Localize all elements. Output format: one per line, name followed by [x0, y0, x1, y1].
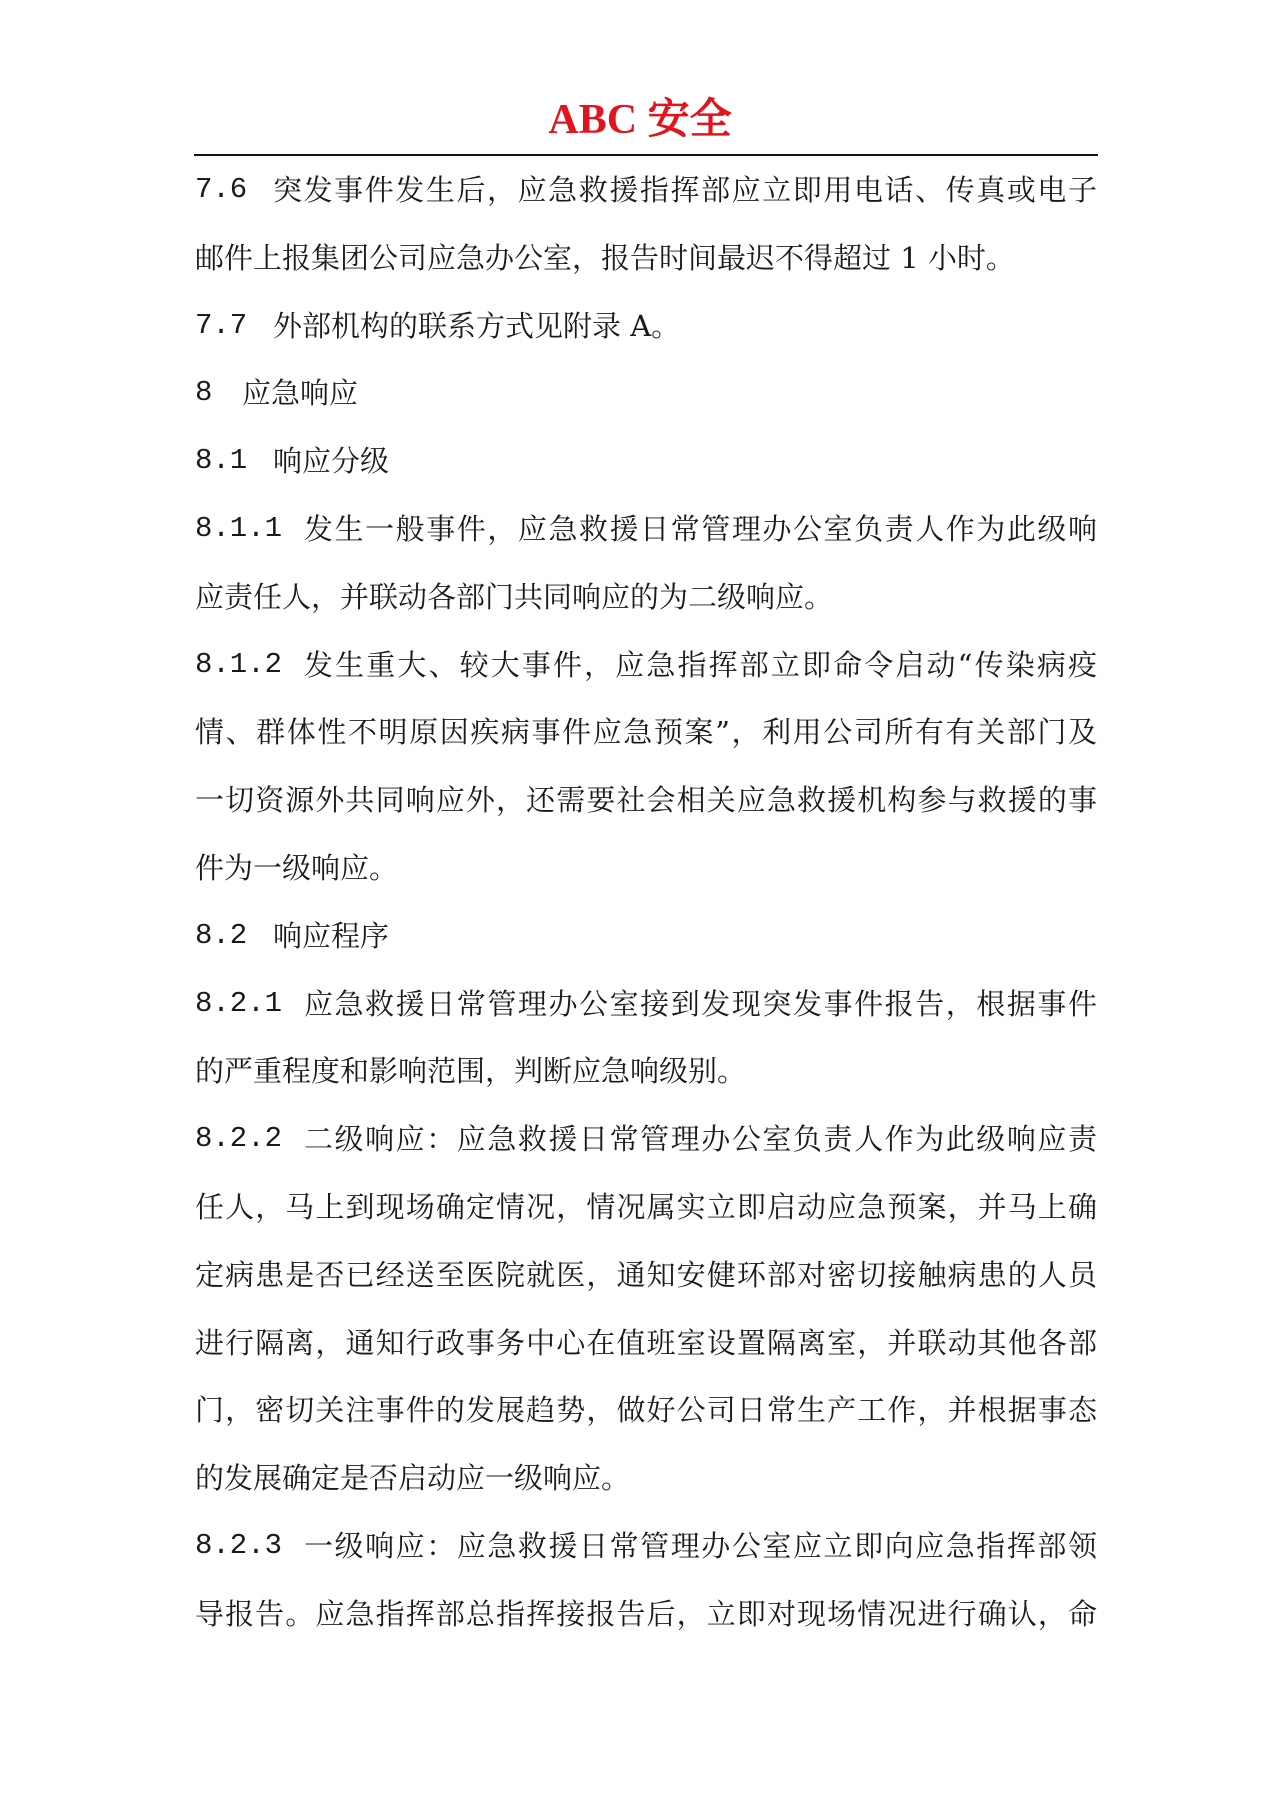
line-text: 任人，马上到现场确定情况，情况属实立即启动应急预案，并马上确: [195, 1190, 1097, 1224]
text-line: [195, 156, 1097, 224]
line-text: 导报告。应急指挥部总指挥接报告后，立即对现场情况进行确认，命: [195, 1596, 1097, 1631]
text-line: [195, 1376, 1097, 1444]
line-text: 应急救援日常管理办公室接到发现突发事件报告，根据事件: [304, 986, 1097, 1021]
section-number: 8.1: [195, 444, 248, 478]
line-text: 发生一般事件，应急救援日常管理办公室负责人作为此级响: [304, 512, 1097, 546]
line-text: 应急响应: [242, 376, 359, 411]
text-line: [195, 902, 1097, 970]
line-text: 定病患是否已经送至医院就医，通知安健环部对密切接触病患的人员: [195, 1257, 1097, 1292]
line-text: 响应分级: [273, 444, 390, 479]
text-line: [195, 1037, 1097, 1105]
text-line: [195, 970, 1097, 1038]
text-line: [195, 766, 1097, 834]
line-text: 的严重程度和影响范围，判断应急响级别。: [195, 1054, 747, 1089]
line-text: 响应程序: [273, 918, 390, 953]
line-text: 邮件上报集团公司应急办公室，报告时间最迟不得超过 1 小时。: [195, 240, 1015, 275]
text-line: [195, 1580, 1097, 1648]
text-line: [195, 1241, 1097, 1309]
line-text: 二级响应：应急救援日常管理办公室负责人作为此级响应责: [304, 1122, 1097, 1157]
section-number: 7.7: [195, 308, 248, 342]
page-header-title: ABC 安全: [548, 97, 732, 143]
text-line: [195, 1444, 1097, 1512]
line-text: 件为一级响应。: [195, 851, 399, 885]
text-line: [195, 1173, 1097, 1241]
section-number: 8.2.3: [195, 1529, 283, 1562]
text-line: [195, 224, 1097, 292]
text-line: [195, 495, 1097, 563]
text-line: [195, 631, 1097, 699]
line-text: 发生重大、较大事件，应急指挥部立即命令启动“传染病疫: [304, 647, 1097, 682]
section-number: 8.2: [195, 918, 248, 952]
text-line: [195, 359, 1097, 427]
line-text: 突发事件发生后，应急救援指挥部应立即用电话、传真或电子: [273, 173, 1097, 207]
line-text: 门，密切关注事件的发展趋势，做好公司日常生产工作，并根据事态: [195, 1393, 1097, 1428]
line-text: 应责任人，并联动各部门共同响应的为二级响应。: [195, 579, 834, 614]
line-text: 一级响应：应急救援日常管理办公室应立即向应急指挥部领: [304, 1529, 1097, 1563]
text-line: [195, 1512, 1097, 1580]
text-line: [195, 1105, 1097, 1173]
section-number: 8.1.1: [195, 512, 283, 545]
text-line: [195, 834, 1097, 902]
line-text: 一切资源外共同响应外，还需要社会相关应急救援机构参与救援的事: [195, 783, 1097, 818]
section-number: 8.2.1: [195, 986, 283, 1020]
section-number: 8.1.2: [195, 647, 283, 681]
line-text: 外部机构的联系方式见附录 A。: [273, 308, 681, 343]
line-text: 情、群体性不明原因疾病事件应急预案”，利用公司所有有关部门及: [195, 715, 1097, 750]
text-line: [195, 292, 1097, 360]
section-number: 8.2.2: [195, 1122, 283, 1156]
line-text: 进行隔离，通知行政事务中心在值班室设置隔离室，并联动其他各部: [195, 1325, 1097, 1360]
section-number: 7.6: [195, 173, 248, 206]
text-line: [195, 1309, 1097, 1377]
text-line: [195, 698, 1097, 766]
section-number: 8: [195, 376, 213, 410]
text-line: [195, 563, 1097, 631]
text-line: [195, 427, 1097, 495]
line-text: 的发展确定是否启动应一级响应。: [195, 1461, 631, 1496]
